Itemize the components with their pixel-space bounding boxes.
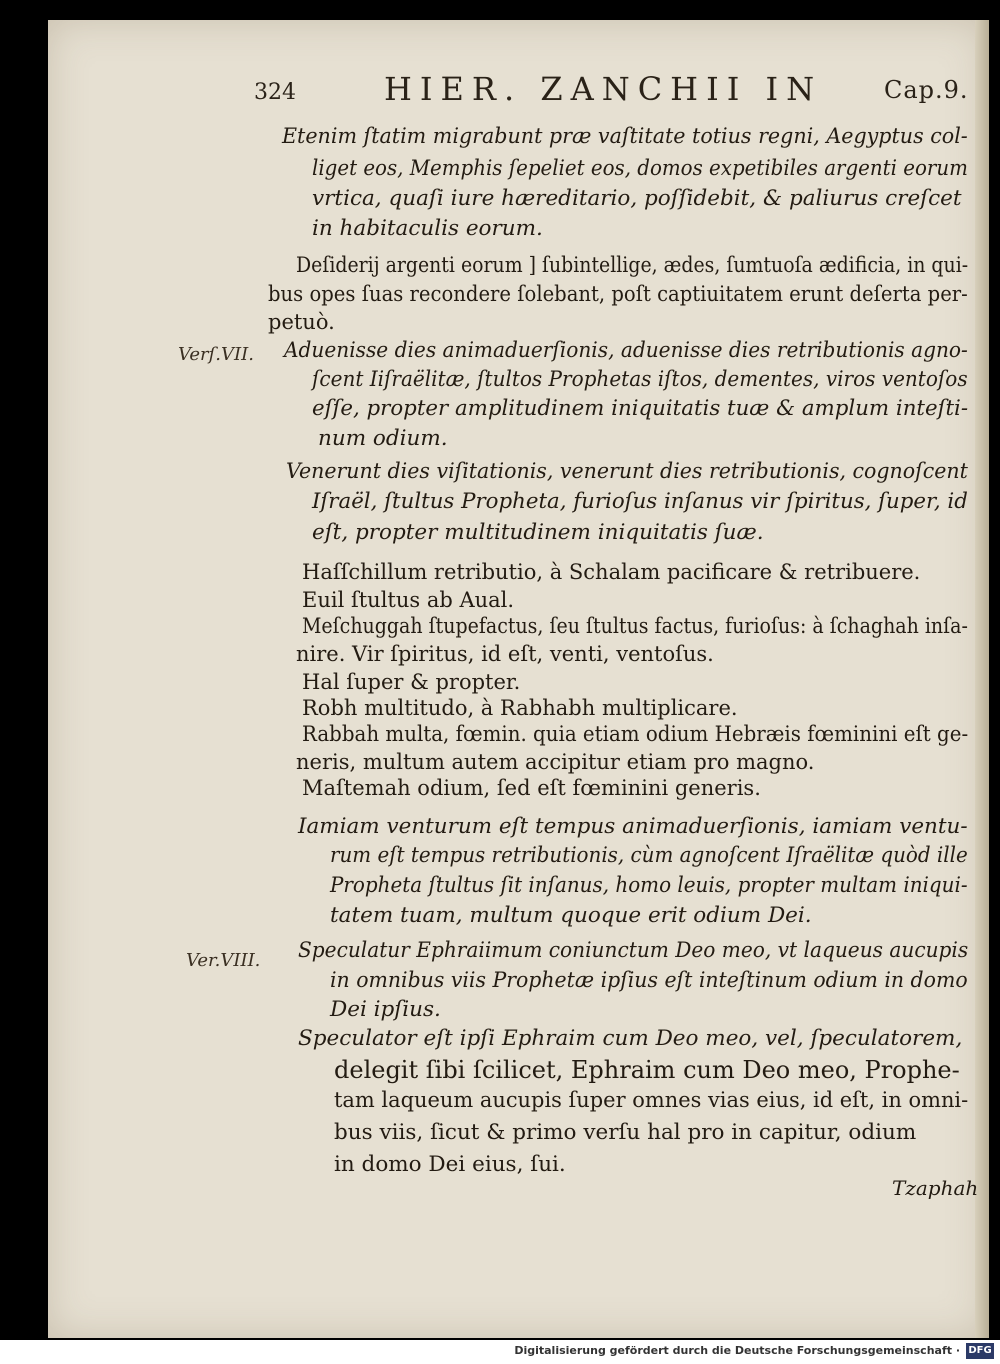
page-edge — [975, 20, 989, 1338]
text-line: petuò. — [268, 310, 335, 334]
text-line: Meſchuggah ſtupefactus, ſeu ſtultus factus, furioſus: à ſchaghah inſa- — [302, 614, 968, 638]
text-line: vrtica, quaſi iure hæreditario, poſſidebit, & paliurus creſcet — [312, 186, 962, 211]
digitization-footer — [0, 1340, 1000, 1364]
text-line: Speculatur Ephraiimum coniunctum Deo meo, vt laqueus aucupis — [298, 938, 969, 963]
text-line: Rabbah multa, fœmin. quia etiam odium Hebræis fœminini eſt ge- — [302, 722, 969, 746]
text-line: in omnibus viis Prophetæ ipſius eſt inteſtinum odium in domo — [330, 968, 968, 993]
text-line: Deſiderij argenti eorum ] ſubintellige, ædes, ſumtuoſa ædificia, in qui- — [296, 253, 969, 277]
text-line: Etenim ſtatim migrabunt præ vaſtitate totius regni, Aegyptus col- — [282, 124, 968, 149]
text-line: bus opes ſuas recondere ſolebant, poſt captiuitatem erunt deſerta per- — [268, 282, 968, 306]
margin-note-vers8: Ver.VIII. — [186, 950, 261, 971]
text-line: in domo Dei eius, ſui. — [334, 1152, 566, 1177]
text-line: Iamiam venturum eſt tempus animaduerſionis, iamiam ventu- — [298, 814, 968, 839]
text-line: Dei ipſius. — [330, 997, 441, 1022]
page-number: 324 — [254, 80, 296, 105]
text-line: nire. Vir ſpiritus, id eſt, venti, ventoſus. — [296, 642, 714, 666]
chapter-label: Cap.9. — [884, 76, 969, 104]
text-line: ſcent Iiſraëlitæ, ſtultos Prophetas iſtos, dementes, viros ventoſos — [312, 367, 968, 392]
margin-note-vers7: Verſ.VII. — [178, 344, 254, 365]
text-line: Hal ſuper & propter. — [302, 670, 521, 694]
text-line: Haſſchillum retributio, à Schalam pacificare & retribuere. — [302, 560, 921, 584]
text-line: in habitaculis eorum. — [312, 216, 543, 241]
catchword: Tzaphah — [892, 1176, 979, 1200]
text-line: num odium. — [318, 426, 448, 451]
text-line: Venerunt dies viſitationis, venerunt dies retributionis, cognoſcent — [286, 459, 968, 484]
text-line: Propheta ſtultus ſit inſanus, homo leuis, propter multam iniqui- — [330, 873, 968, 898]
text-line: rum eſt tempus retributionis, cùm agnoſcent Iſraëlitæ quòd ille — [330, 843, 968, 868]
text-line: eſſe, propter amplitudinem iniquitatis tuæ & amplum inteſti- — [312, 396, 969, 421]
running-title: HIER. ZANCHII IN — [384, 70, 823, 108]
text-line: tatem tuam, multum quoque erit odium Dei. — [330, 903, 812, 928]
text-line: Speculator eſt ipſi Ephraim cum Deo meo, vel, ſpeculatorem, — [298, 1026, 963, 1051]
text-line: tam laqueum aucupis ſuper omnes vias eius, id eſt, in omni- — [334, 1088, 969, 1113]
text-line: eſt, propter multitudinem iniquitatis ſuæ. — [312, 520, 764, 545]
text-line: delegit ſibi ſcilicet, Ephraim cum Deo meo, Prophe- — [334, 1056, 960, 1084]
text-line: Euil ſtultus ab Aual. — [302, 588, 515, 612]
dfg-logo-icon: DFG — [966, 1343, 994, 1359]
text-line: Aduenisse dies animaduerſionis, aduenisse dies retributionis agno- — [284, 338, 968, 363]
footer-credit: Digitalisierung gefördert durch die Deutsche Forschungsgemeinschaft · — [514, 1344, 960, 1357]
text-line: Iſraël, ſtultus Propheta, furioſus inſanus vir ſpiritus, ſuper, id — [312, 489, 968, 514]
text-line: neris, multum autem accipitur etiam pro magno. — [296, 750, 815, 774]
text-line: Maſtemah odium, ſed eſt fœminini generis. — [302, 776, 761, 800]
text-line: Robh multitudo, à Rabhabh multiplicare. — [302, 696, 738, 720]
text-line: bus viis, ſicut & primo verſu hal pro in capitur, odium — [334, 1120, 917, 1145]
text-line: liget eos, Memphis ſepeliet eos, domos expetibiles argenti eorum — [312, 156, 968, 181]
page-header — [0, 64, 1000, 114]
